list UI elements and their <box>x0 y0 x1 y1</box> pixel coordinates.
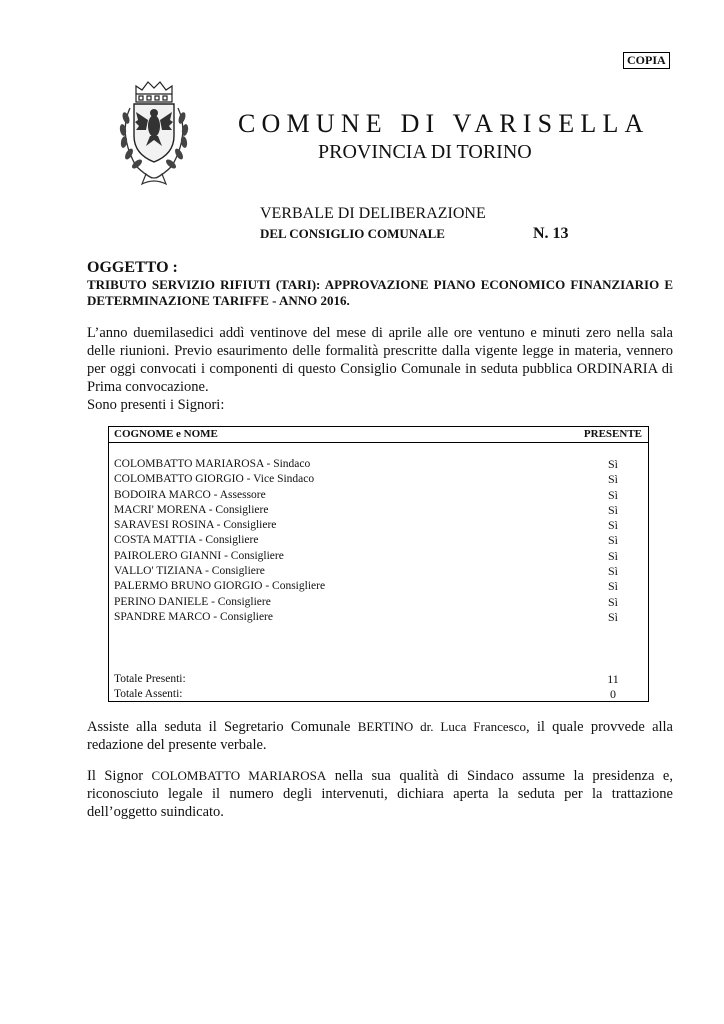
member-name: PALERMO BRUNO GIORGIO - Consigliere <box>114 580 326 593</box>
member-present: Sì <box>607 472 618 487</box>
table-row <box>109 503 648 518</box>
member-present: Sì <box>607 548 618 563</box>
member-name: MACRI' MORENA - Consigliere <box>114 503 269 516</box>
member-present: Sì <box>607 457 618 471</box>
member-present: Sì <box>607 487 618 502</box>
totale-assenti-row <box>109 687 648 702</box>
consiglio-subtitle: DEL CONSIGLIO COMUNALE <box>260 226 445 241</box>
table-row <box>109 518 648 533</box>
assiste-after: , il quale provvede alla redazione del presente verbale. <box>87 719 673 753</box>
table-row <box>109 472 648 487</box>
coat-of-arms-icon <box>106 74 202 190</box>
deliberation-number: N. 13 <box>533 225 569 242</box>
oggetto-text: TRIBUTO SERVIZIO RIFIUTI (TARI): APPROVAZIONE PIANO ECONOMICO FINANZIARIO E DETERMINAZIONE TARIFFE - ANNO 2016. <box>87 277 673 308</box>
member-name: COLOMBATTO GIORGIO - Vice Sindaco <box>114 473 315 486</box>
member-name: VALLO' TIZIANA - Consigliere <box>114 565 265 578</box>
member-name: SPANDRE MARCO - Consigliere <box>114 610 273 623</box>
intro-paragraph: L’anno duemilasedici addì ventinove del mese di aprile alle ore ventuno e minuti zero nella sala delle riunioni. Previo esaurimento delle formalità prescritte dalla vigente legge in materia, vennero per oggi convocati i componenti di questo Consiglio Comunale in seduta pubblica ORDINARIA di Prima convocazione. <box>87 325 673 395</box>
presenti-line: Sono presenti i Signori: <box>87 397 225 413</box>
assiste-before: Assiste alla seduta il Segretario Comunale <box>87 719 358 735</box>
totale-presenti-value: 11 <box>607 672 619 686</box>
segretario-name: BERTINO dr. Luca Francesco <box>357 719 526 734</box>
member-present: Sì <box>607 579 618 594</box>
presidenza-paragraph <box>87 767 673 821</box>
table-row <box>109 579 648 594</box>
attendance-header <box>109 427 648 443</box>
table-row <box>109 533 648 548</box>
member-name: PERINO DANIELE - Consigliere <box>114 595 271 608</box>
col-present-header: PRESENTE <box>583 428 642 440</box>
totale-assenti-value: 0 <box>610 687 616 701</box>
presidenza-after: nella sua qualità di Sindaco assume la presidenza e, riconosciuto legale il numero degli intervenuti, dichiara aperta la seduta per la trattazione dell’oggetto suindicato. <box>87 768 673 820</box>
member-name: SARAVESI ROSINA - Consigliere <box>114 519 277 532</box>
totale-presenti-label: Totale Presenti: <box>114 673 186 685</box>
member-present: Sì <box>607 609 618 624</box>
table-row <box>109 457 648 472</box>
table-row <box>109 564 648 579</box>
oggetto-label: OGGETTO : <box>87 259 178 276</box>
totale-assenti-label: Totale Assenti: <box>114 688 183 700</box>
member-present: Sì <box>607 518 618 533</box>
sindaco-name: COLOMBATTO MARIAROSA <box>151 768 327 783</box>
member-present: Sì <box>607 564 618 579</box>
member-name: COLOMBATTO MARIAROSA - Sindaco <box>114 458 311 470</box>
member-name: BODOIRA MARCO - Assessore <box>114 488 266 501</box>
member-present: Sì <box>607 594 618 609</box>
assiste-paragraph <box>87 718 673 754</box>
col-name-header: COGNOME e NOME <box>114 428 218 440</box>
provincia-subtitle: PROVINCIA DI TORINO <box>318 141 532 163</box>
table-row <box>109 488 648 503</box>
member-name: PAIROLERO GIANNI - Consigliere <box>114 549 284 562</box>
attendance-rows <box>109 457 648 625</box>
table-row <box>109 549 648 564</box>
presidenza-before: Il Signor <box>87 768 152 784</box>
copia-badge: COPIA <box>623 52 670 69</box>
totale-presenti-row <box>109 672 648 687</box>
table-row <box>109 595 648 610</box>
verbale-title: VERBALE DI DELIBERAZIONE <box>260 205 486 222</box>
attendance-table <box>108 426 649 702</box>
member-present: Sì <box>607 533 618 548</box>
member-name: COSTA MATTIA - Consigliere <box>114 534 259 547</box>
member-present: Sì <box>607 502 618 517</box>
comune-title: COMUNE DI VARISELLA <box>238 109 650 138</box>
table-row <box>109 610 648 625</box>
